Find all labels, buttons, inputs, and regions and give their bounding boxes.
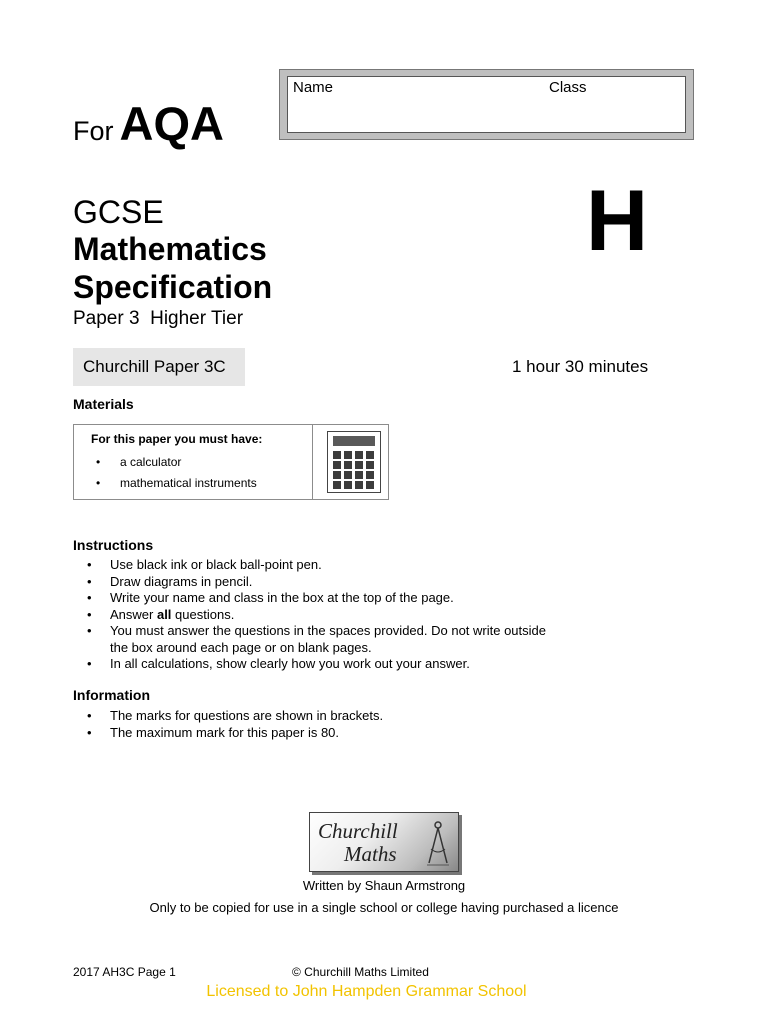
materials-heading: Materials — [73, 396, 134, 412]
materials-item: • mathematical instruments — [96, 476, 257, 490]
paper-name-box — [73, 348, 245, 386]
board-name: AQA — [119, 97, 224, 150]
paper-name: Churchill Paper 3C — [83, 357, 226, 376]
footer-copyright: © Churchill Maths Limited — [292, 965, 429, 979]
materials-box — [73, 424, 389, 500]
instruction-item: • In all calculations, show clearly how you work out your answer. — [73, 656, 580, 673]
for-label: For — [73, 116, 114, 146]
name-class-box — [279, 69, 694, 140]
instructions-heading: Instructions — [73, 537, 154, 553]
subject-title: Mathematics — [73, 231, 267, 267]
information-item: • The marks for questions are shown in brackets. — [73, 708, 580, 725]
name-label: Name — [293, 79, 334, 96]
instruction-item: • Write your name and class in the box at the top of the page. — [73, 590, 580, 607]
information-item: • The maximum mark for this paper is 80. — [73, 725, 580, 742]
calculator-icon — [327, 431, 381, 493]
instruction-item: • You must answer the questions in the spaces provided. Do not write outside the box around each page or on blank pages. — [73, 623, 555, 656]
churchill-maths-logo — [309, 812, 459, 872]
duration: 1 hour 30 minutes — [512, 357, 649, 376]
copy-notice: Only to be copied for use in a single school or college having purchased a licence — [149, 900, 619, 915]
name-class-field[interactable] — [287, 76, 686, 133]
class-label: Class — [549, 79, 587, 96]
materials-box-title: For this paper you must have: — [91, 432, 263, 446]
instruction-item: • Use black ink or black ball-point pen. — [73, 557, 580, 574]
materials-divider — [312, 425, 313, 499]
tier-letter: H — [586, 173, 649, 269]
materials-item: • a calculator — [96, 455, 182, 469]
instruction-item: • Answer all questions. — [73, 607, 580, 624]
information-heading: Information — [73, 687, 150, 703]
footer-code: 2017 AH3C Page 1 — [73, 965, 176, 979]
instructions-list — [73, 557, 580, 673]
emphasis-all: all — [156, 606, 172, 622]
paper-tier: Paper 3 Higher Tier — [73, 308, 244, 329]
qualification: GCSE — [73, 194, 164, 230]
instruction-item: • Draw diagrams in pencil. — [73, 574, 580, 591]
compass-icon — [424, 819, 452, 867]
licence-watermark: Licensed to John Hampden Grammar School — [206, 983, 527, 1000]
logo-line-2: Maths — [344, 842, 397, 866]
information-list — [73, 708, 580, 741]
exam-board-heading — [73, 96, 224, 151]
specification-title: Specification — [73, 269, 273, 305]
author: Written by Shaun Armstrong — [302, 878, 466, 893]
logo-line-1: Churchill — [318, 819, 398, 843]
